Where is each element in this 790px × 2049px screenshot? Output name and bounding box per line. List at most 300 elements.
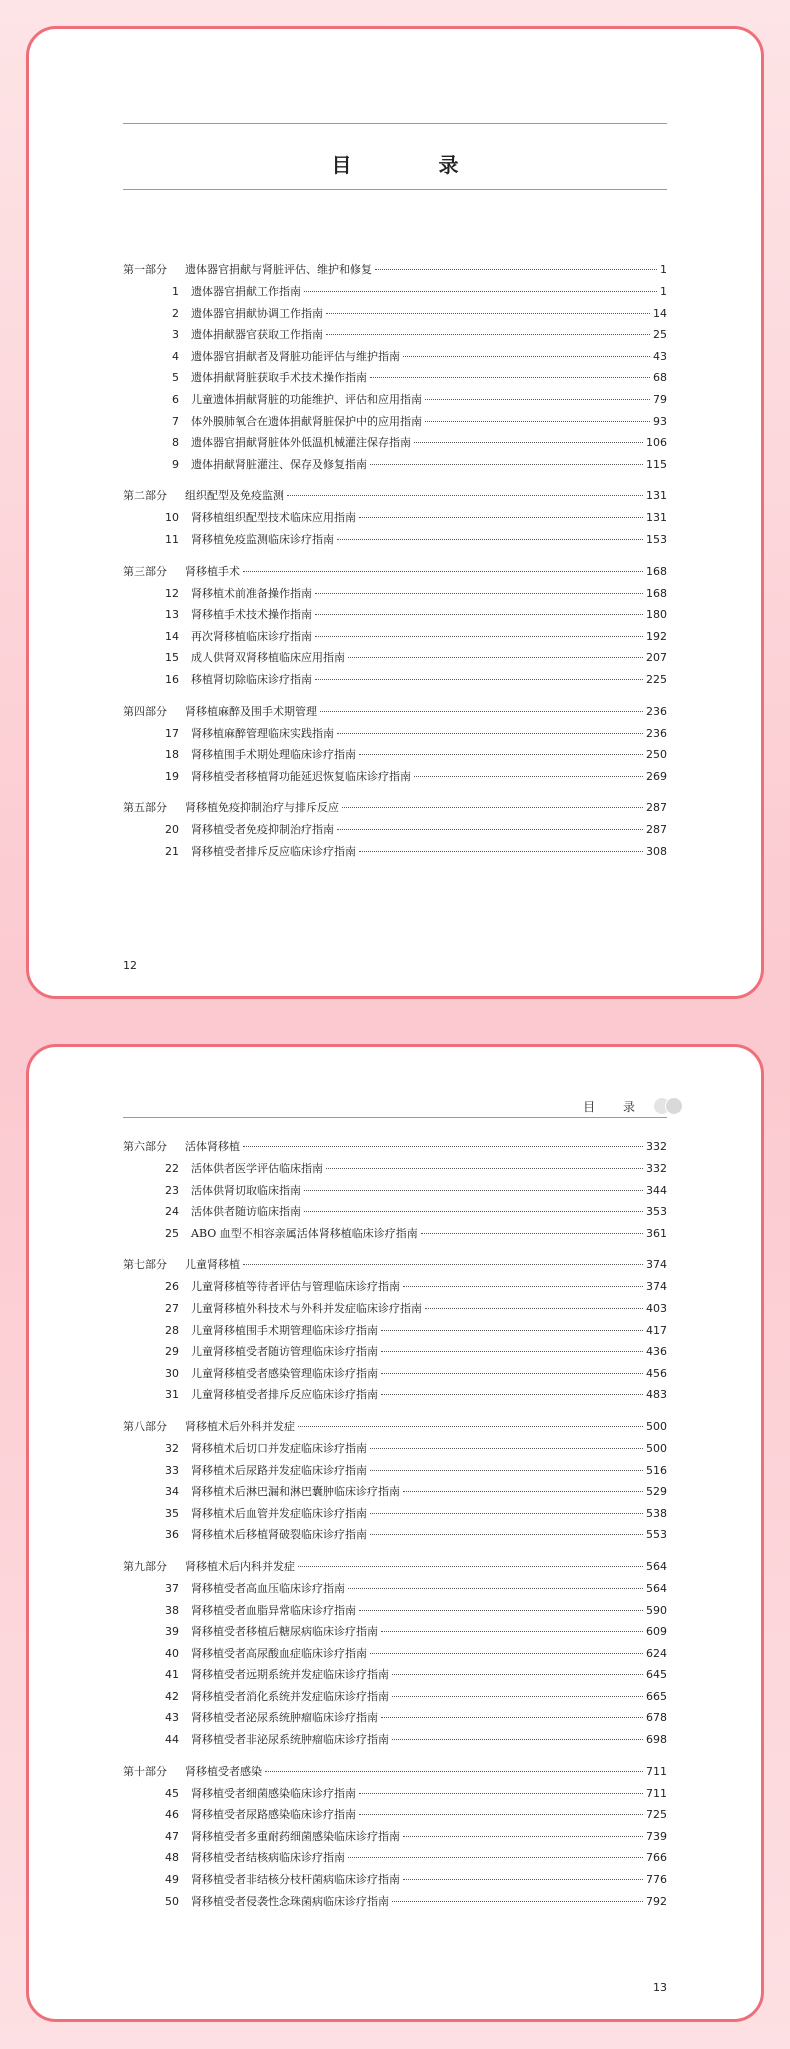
entry-page-number: 725 (646, 1808, 667, 1822)
toc-entry[interactable] (123, 509, 667, 531)
entry-title: 肾移植免疫监测临床诊疗指南 (191, 532, 334, 546)
entry-title: 儿童遗体捐献肾脏的功能维护、评估和应用指南 (191, 392, 422, 406)
toc-entry[interactable] (123, 283, 667, 305)
entry-title: 儿童肾移植等待者评估与管理临床诊疗指南 (191, 1280, 400, 1294)
toc-entry[interactable] (123, 1203, 667, 1225)
entry-number: 6 (172, 392, 179, 406)
toc-entry[interactable] (123, 1871, 667, 1893)
entry-page-number: 344 (646, 1183, 667, 1197)
leader-dots (359, 754, 643, 755)
leader-dots (370, 464, 643, 465)
leader-dots (359, 1814, 643, 1815)
entry-number: 42 (165, 1689, 179, 1703)
entry-number: 37 (165, 1581, 179, 1595)
leader-dots (370, 1513, 643, 1514)
leader-dots (337, 829, 643, 830)
section-part-label: 第四部分 (123, 704, 167, 718)
section-page-number: 168 (646, 564, 667, 578)
toc-section-heading[interactable] (123, 563, 667, 585)
entry-page-number: 287 (646, 823, 667, 837)
entry-page-number: 236 (646, 726, 667, 740)
entry-page-number: 766 (646, 1851, 667, 1865)
entry-number: 10 (165, 511, 179, 525)
entry-title: 肾移植围手术期处理临床诊疗指南 (191, 748, 356, 762)
entry-page-number: 1 (660, 285, 667, 298)
entry-page-number: 14 (653, 306, 667, 320)
entry-page-number: 353 (646, 1205, 667, 1219)
entry-title: 肾移植受者侵袭性念珠菌病临床诊疗指南 (191, 1894, 389, 1908)
entry-number: 45 (165, 1786, 179, 1800)
toc-entry[interactable] (123, 326, 667, 348)
running-header-text: 目 录 (583, 1099, 647, 1114)
entry-number: 14 (165, 629, 179, 643)
entry-number: 12 (165, 586, 179, 600)
entry-title: 肾移植受者结核病临床诊疗指南 (191, 1851, 345, 1865)
toc-entry[interactable] (123, 1828, 667, 1850)
entry-title: ABO 血型不相容亲属活体肾移植临床诊疗指南 (191, 1226, 418, 1240)
entry-page-number: 43 (653, 349, 667, 363)
toc-section-heading[interactable] (123, 703, 667, 725)
entry-number: 7 (172, 414, 179, 428)
toc-section-heading[interactable] (123, 1558, 667, 1580)
entry-title: 肾移植术后淋巴漏和淋巴囊肿临床诊疗指南 (191, 1485, 400, 1499)
entry-number: 50 (165, 1894, 179, 1908)
leader-dots (337, 539, 643, 540)
section-title: 儿童肾移植 (185, 1258, 240, 1272)
entry-page-number: 483 (646, 1388, 667, 1402)
section-title: 组织配型及免疫监测 (185, 489, 284, 503)
entry-number: 8 (172, 436, 179, 450)
entry-number: 1 (172, 285, 179, 298)
entry-page-number: 374 (646, 1280, 667, 1294)
header-rule (123, 1117, 667, 1118)
entry-page-number: 529 (646, 1485, 667, 1499)
leader-dots (359, 1793, 643, 1794)
leader-dots (425, 399, 650, 400)
toc-section-heading[interactable] (123, 261, 667, 283)
leader-dots (392, 1696, 643, 1697)
toc-entry[interactable] (123, 746, 667, 768)
toc-entry[interactable] (123, 1849, 667, 1871)
section-part-label: 第二部分 (123, 489, 167, 503)
entry-title: 活体供肾切取临床指南 (191, 1183, 301, 1197)
page-number: 13 (653, 1981, 667, 1994)
entry-number: 21 (165, 844, 179, 858)
page-number: 12 (123, 959, 137, 972)
section-title: 肾移植手术 (185, 564, 240, 578)
leader-dots (375, 269, 657, 270)
entry-title: 肾移植受者消化系统并发症临床诊疗指南 (191, 1689, 389, 1703)
entry-page-number: 500 (646, 1441, 667, 1455)
leader-dots (326, 334, 650, 335)
toc-entry[interactable] (123, 1365, 667, 1387)
section-part-label: 第六部分 (123, 1140, 167, 1153)
entry-page-number: 553 (646, 1528, 667, 1542)
toc-entry[interactable] (123, 1688, 667, 1710)
entry-page-number: 776 (646, 1873, 667, 1887)
entry-title: 儿童肾移植受者排斥反应临床诊疗指南 (191, 1388, 378, 1402)
entry-title: 肾移植术后尿路并发症临床诊疗指南 (191, 1463, 367, 1477)
leader-dots (359, 517, 643, 518)
section-page-number: 1 (660, 263, 667, 276)
entry-page-number: 225 (646, 672, 667, 686)
entry-title: 儿童肾移植外科技术与外科并发症临床诊疗指南 (191, 1301, 422, 1315)
entry-page-number: 516 (646, 1463, 667, 1477)
leader-dots (370, 1534, 643, 1535)
leader-dots (304, 1211, 643, 1212)
entry-page-number: 153 (646, 532, 667, 546)
entry-number: 33 (165, 1463, 179, 1477)
entry-title: 遗体器官捐献者及肾脏功能评估与维护指南 (191, 349, 400, 363)
section-page-number: 711 (646, 1764, 667, 1778)
section-part-label: 第一部分 (123, 263, 167, 276)
entry-number: 2 (172, 306, 179, 320)
entry-number: 26 (165, 1280, 179, 1294)
entry-number: 13 (165, 608, 179, 622)
entry-number: 40 (165, 1646, 179, 1660)
leader-dots (403, 1836, 643, 1837)
leader-dots (414, 442, 643, 443)
section-page-number: 564 (646, 1559, 667, 1573)
entry-number: 29 (165, 1345, 179, 1359)
entry-title: 肾移植麻醉管理临床实践指南 (191, 726, 334, 740)
entry-number: 15 (165, 651, 179, 665)
entry-page-number: 106 (646, 436, 667, 450)
entry-title: 遗体器官捐献工作指南 (191, 285, 301, 298)
entry-page-number: 361 (646, 1226, 667, 1240)
leader-dots (421, 1233, 643, 1234)
entry-number: 17 (165, 726, 179, 740)
leader-dots (298, 1426, 643, 1427)
entry-number: 32 (165, 1441, 179, 1455)
section-part-label: 第七部分 (123, 1258, 167, 1272)
leader-dots (370, 377, 650, 378)
entry-title: 肾移植手术技术操作指南 (191, 608, 312, 622)
entry-number: 47 (165, 1829, 179, 1843)
entry-title: 肾移植受者排斥反应临床诊疗指南 (191, 844, 356, 858)
toc-section-heading[interactable] (123, 1256, 667, 1278)
toc-entry[interactable] (123, 725, 667, 747)
toc-entry[interactable] (123, 1731, 667, 1753)
entry-title: 肾移植受者泌尿系统肿瘤临床诊疗指南 (191, 1711, 378, 1725)
section-page-number: 374 (646, 1258, 667, 1272)
entry-page-number: 564 (646, 1581, 667, 1595)
entry-page-number: 698 (646, 1733, 667, 1747)
leader-dots (315, 636, 643, 637)
entry-number: 24 (165, 1205, 179, 1219)
leader-dots (381, 1351, 643, 1352)
entry-page-number: 436 (646, 1345, 667, 1359)
section-part-label: 第九部分 (123, 1559, 167, 1573)
entry-title: 肾移植受者高血压临床诊疗指南 (191, 1581, 345, 1595)
toc-entry[interactable] (123, 1645, 667, 1667)
leader-dots (425, 421, 650, 422)
entry-page-number: 456 (646, 1366, 667, 1380)
entry-number: 48 (165, 1851, 179, 1865)
entry-page-number: 131 (646, 511, 667, 525)
toc-entry[interactable] (123, 1225, 667, 1247)
entry-title: 肾移植受者细菌感染临床诊疗指南 (191, 1786, 356, 1800)
top-rule (123, 123, 667, 124)
section-title: 肾移植术后外科并发症 (185, 1419, 295, 1433)
section-page-number: 332 (646, 1140, 667, 1153)
entry-page-number: 79 (653, 392, 667, 406)
entry-page-number: 207 (646, 651, 667, 665)
entry-page-number: 168 (646, 586, 667, 600)
toc-list (123, 1138, 667, 1914)
entry-title: 成人供肾双肾移植临床应用指南 (191, 651, 345, 665)
entry-title: 肾移植受者远期系统并发症临床诊疗指南 (191, 1668, 389, 1682)
leader-dots (326, 1168, 643, 1169)
entry-page-number: 180 (646, 608, 667, 622)
toc-entry[interactable] (123, 1785, 667, 1807)
leader-dots (287, 495, 643, 496)
leader-dots (370, 1470, 643, 1471)
leader-dots (359, 1610, 643, 1611)
toc-page-12 (26, 26, 764, 999)
toc-entry[interactable] (123, 1462, 667, 1484)
entry-number: 19 (165, 769, 179, 783)
leader-dots (243, 571, 643, 572)
entry-title: 体外膜肺氧合在遗体捐献肾脏保护中的应用指南 (191, 414, 422, 428)
entry-number: 11 (165, 532, 179, 546)
toc-entry[interactable] (123, 1893, 667, 1915)
entry-title: 肾移植术前准备操作指南 (191, 586, 312, 600)
entry-page-number: 678 (646, 1711, 667, 1725)
entry-title: 儿童肾移植围手术期管理临床诊疗指南 (191, 1323, 378, 1337)
leader-dots (403, 1286, 643, 1287)
toc-section-heading[interactable] (123, 487, 667, 509)
entry-title: 遗体捐献肾脏灌注、保存及修复指南 (191, 457, 367, 471)
entry-number: 46 (165, 1808, 179, 1822)
toc-entry[interactable] (123, 1505, 667, 1527)
toc-entry[interactable] (123, 456, 667, 478)
section-page-number: 287 (646, 801, 667, 815)
entry-page-number: 624 (646, 1646, 667, 1660)
entry-page-number: 538 (646, 1506, 667, 1520)
entry-number: 4 (172, 349, 179, 363)
leader-dots (337, 733, 643, 734)
leader-dots (392, 1674, 643, 1675)
entry-title: 遗体器官捐献协调工作指南 (191, 306, 323, 320)
entry-number: 25 (165, 1226, 179, 1240)
leader-dots (298, 1566, 643, 1567)
entry-title: 活体供者医学评估临床指南 (191, 1162, 323, 1175)
toc-section-heading[interactable] (123, 1763, 667, 1785)
toc-entry[interactable] (123, 1440, 667, 1462)
entry-title: 肾移植受者多重耐药细菌感染临床诊疗指南 (191, 1829, 400, 1843)
toc-entry[interactable] (123, 305, 667, 327)
toc-entry[interactable] (123, 531, 667, 553)
section-title: 遗体器官捐献与肾脏评估、维护和修复 (185, 263, 372, 276)
leader-dots (342, 807, 643, 808)
leader-dots (243, 1264, 643, 1265)
toc-entry[interactable] (123, 1806, 667, 1828)
entry-title: 肾移植受者免疫抑制治疗指南 (191, 823, 334, 837)
toc-entry[interactable] (123, 391, 667, 413)
toc-entry[interactable] (123, 1278, 667, 1300)
entry-number: 30 (165, 1366, 179, 1380)
toc-entry[interactable] (123, 369, 667, 391)
toc-entry[interactable] (123, 1386, 667, 1408)
entry-title: 肾移植术后移植肾破裂临床诊疗指南 (191, 1528, 367, 1542)
toc-entry[interactable] (123, 1322, 667, 1344)
entry-page-number: 332 (646, 1162, 667, 1175)
leader-dots (304, 291, 657, 292)
entry-title: 儿童肾移植受者感染管理临床诊疗指南 (191, 1366, 378, 1380)
entry-number: 20 (165, 823, 179, 837)
leader-dots (381, 1394, 643, 1395)
entry-title: 肾移植术后血管并发症临床诊疗指南 (191, 1506, 367, 1520)
entry-page-number: 192 (646, 629, 667, 643)
entry-title: 肾移植受者移植后糖尿病临床诊疗指南 (191, 1625, 378, 1639)
leader-dots (392, 1901, 643, 1902)
leader-dots (243, 1146, 643, 1147)
entry-number: 28 (165, 1323, 179, 1337)
entry-page-number: 403 (646, 1301, 667, 1315)
leader-dots (425, 1308, 643, 1309)
leader-dots (381, 1373, 643, 1374)
toc-entry[interactable] (123, 1709, 667, 1731)
leader-dots (392, 1739, 643, 1740)
entry-title: 肾移植受者尿路感染临床诊疗指南 (191, 1808, 356, 1822)
leader-dots (304, 1190, 643, 1191)
page-title: 目 录 (331, 153, 499, 177)
toc-entry[interactable] (123, 649, 667, 671)
toc-entry[interactable] (123, 434, 667, 456)
entry-number: 27 (165, 1301, 179, 1315)
entry-title: 移植肾切除临床诊疗指南 (191, 672, 312, 686)
section-part-label: 第五部分 (123, 801, 167, 815)
entry-page-number: 115 (646, 457, 667, 471)
leader-dots (348, 1588, 643, 1589)
section-part-label: 第三部分 (123, 564, 167, 578)
entry-number: 16 (165, 672, 179, 686)
toc-entry[interactable] (123, 821, 667, 843)
toc-section-heading[interactable] (123, 799, 667, 821)
section-part-label: 第八部分 (123, 1419, 167, 1433)
leader-dots (359, 851, 643, 852)
entry-number: 9 (172, 457, 179, 471)
entry-title: 再次肾移植临床诊疗指南 (191, 629, 312, 643)
toc-entry[interactable] (123, 1160, 667, 1182)
toc-entry[interactable] (123, 628, 667, 650)
toc-entry[interactable] (123, 1182, 667, 1204)
toc-list (123, 261, 667, 864)
section-title: 肾移植受者感染 (185, 1764, 262, 1778)
leader-dots (403, 356, 650, 357)
entry-page-number: 590 (646, 1603, 667, 1617)
leader-dots (326, 313, 650, 314)
entry-title: 遗体捐献器官获取工作指南 (191, 328, 323, 342)
entry-title: 遗体捐献肾脏获取手术技术操作指南 (191, 371, 367, 385)
toc-entry[interactable] (123, 671, 667, 693)
entry-page-number: 417 (646, 1323, 667, 1337)
toc-entry[interactable] (123, 1602, 667, 1624)
running-header (583, 1097, 683, 1115)
entry-page-number: 792 (646, 1894, 667, 1908)
leader-dots (381, 1330, 643, 1331)
entry-number: 44 (165, 1733, 179, 1747)
entry-number: 36 (165, 1528, 179, 1542)
leader-dots (265, 1771, 643, 1772)
section-title: 肾移植术后内科并发症 (185, 1559, 295, 1573)
leader-dots (370, 1448, 643, 1449)
section-title: 肾移植麻醉及围手术期管理 (185, 704, 317, 718)
toc-entry[interactable] (123, 1300, 667, 1322)
leader-dots (320, 711, 643, 712)
entry-title: 肾移植受者移植肾功能延迟恢复临床诊疗指南 (191, 769, 411, 783)
entry-page-number: 68 (653, 371, 667, 385)
toc-entry[interactable] (123, 1580, 667, 1602)
toc-entry[interactable] (123, 1343, 667, 1365)
toc-entry[interactable] (123, 348, 667, 370)
section-title: 肾移植免疫抑制治疗与排斥反应 (185, 801, 339, 815)
header-dots-icon (653, 1097, 683, 1115)
entry-title: 肾移植受者非泌尿系统肿瘤临床诊疗指南 (191, 1733, 389, 1747)
entry-number: 38 (165, 1603, 179, 1617)
toc-page-13 (26, 1044, 764, 2022)
entry-title: 活体供者随访临床指南 (191, 1205, 301, 1219)
entry-number: 43 (165, 1711, 179, 1725)
entry-title: 肾移植组织配型技术临床应用指南 (191, 511, 356, 525)
toc-entry[interactable] (123, 606, 667, 628)
toc-entry[interactable] (123, 843, 667, 865)
entry-title: 肾移植术后切口并发症临床诊疗指南 (191, 1441, 367, 1455)
entry-number: 22 (165, 1162, 179, 1175)
entry-title: 肾移植受者非结核分枝杆菌病临床诊疗指南 (191, 1873, 400, 1887)
leader-dots (403, 1879, 643, 1880)
section-page-number: 500 (646, 1419, 667, 1433)
entry-page-number: 645 (646, 1668, 667, 1682)
entry-number: 39 (165, 1625, 179, 1639)
entry-page-number: 269 (646, 769, 667, 783)
toc-entry[interactable] (123, 1526, 667, 1548)
title-rule (123, 189, 667, 190)
section-title: 活体肾移植 (185, 1140, 240, 1153)
leader-dots (370, 1653, 643, 1654)
leader-dots (381, 1631, 643, 1632)
entry-page-number: 739 (646, 1829, 667, 1843)
entry-number: 5 (172, 371, 179, 385)
toc-entry[interactable] (123, 585, 667, 607)
toc-section-heading[interactable] (123, 1138, 667, 1160)
entry-title: 遗体器官捐献肾脏体外低温机械灌注保存指南 (191, 436, 411, 450)
entry-page-number: 25 (653, 328, 667, 342)
entry-title: 肾移植受者血脂异常临床诊疗指南 (191, 1603, 356, 1617)
section-page-number: 131 (646, 489, 667, 503)
entry-title: 肾移植受者高尿酸血症临床诊疗指南 (191, 1646, 367, 1660)
leader-dots (315, 593, 643, 594)
entry-page-number: 93 (653, 414, 667, 428)
toc-entry[interactable] (123, 768, 667, 790)
entry-page-number: 250 (646, 748, 667, 762)
leader-dots (315, 614, 643, 615)
entry-page-number: 665 (646, 1689, 667, 1703)
toc-section-heading[interactable] (123, 1418, 667, 1440)
leader-dots (403, 1491, 643, 1492)
toc-entry[interactable] (123, 1666, 667, 1688)
leader-dots (348, 657, 643, 658)
section-part-label: 第十部分 (123, 1764, 167, 1778)
entry-title: 儿童肾移植受者随访管理临床诊疗指南 (191, 1345, 378, 1359)
entry-page-number: 308 (646, 844, 667, 858)
toc-entry[interactable] (123, 1623, 667, 1645)
toc-entry[interactable] (123, 1483, 667, 1505)
toc-entry[interactable] (123, 413, 667, 435)
entry-number: 41 (165, 1668, 179, 1682)
leader-dots (315, 679, 643, 680)
